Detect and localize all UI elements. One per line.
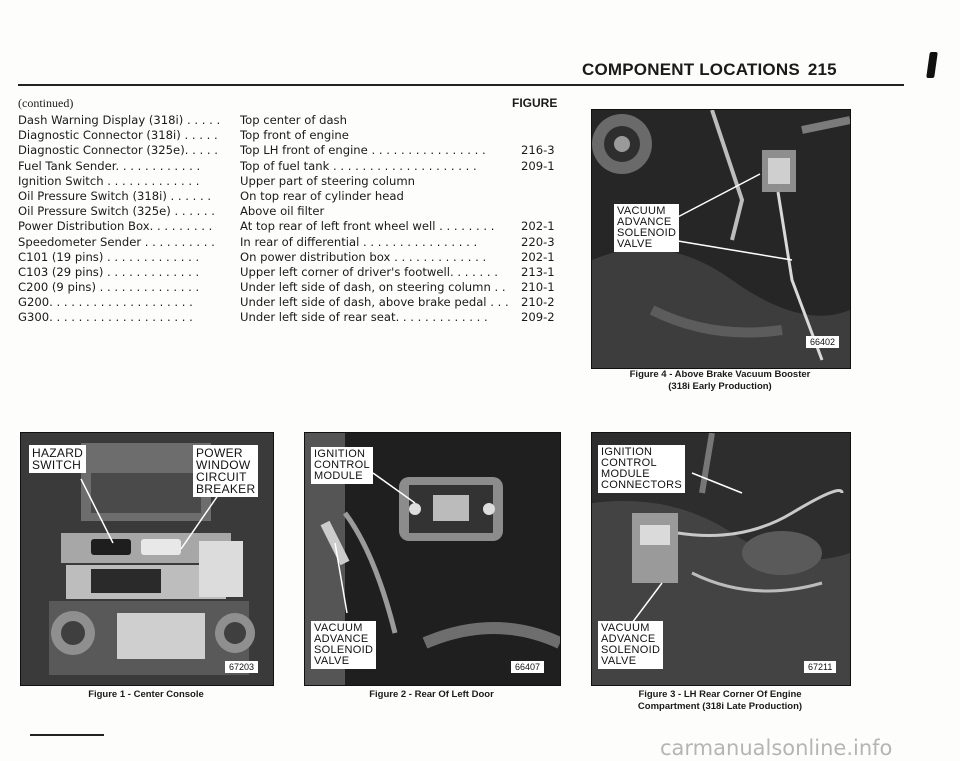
callout-line: CONNECTORS bbox=[601, 479, 683, 491]
component-name: C103 (29 pins) . . . . . . . . . . . . . bbox=[18, 264, 200, 279]
figure-1-caption: Figure 1 - Center Console bbox=[88, 689, 204, 700]
component-name: Dash Warning Display (318i) . . . . . bbox=[18, 113, 221, 127]
component-location: Under left side of dash, above brake pedal . . . bbox=[240, 295, 509, 310]
component-name: Fuel Tank Sender. . . . . . . . . . . . bbox=[18, 158, 201, 173]
callout-line: MODULE bbox=[314, 470, 363, 482]
page-number: 215 bbox=[807, 60, 837, 79]
component-location: Upper left corner of driver's footwell. . . . . . . bbox=[240, 264, 498, 279]
continued-label: (continued) bbox=[18, 96, 74, 110]
figure-4-photo bbox=[591, 109, 851, 369]
figure-ref: 220-3 bbox=[521, 234, 555, 249]
callout-line: SOLENOID bbox=[617, 227, 677, 239]
figure-1-callout-left bbox=[29, 445, 86, 473]
component-name: Oil Pressure Switch (318i) . . . . . . bbox=[18, 188, 212, 203]
component-location: Above oil filter bbox=[240, 204, 325, 219]
callout-line: VALVE bbox=[314, 655, 350, 667]
callout-line: VALVE bbox=[617, 238, 653, 250]
component-location: At top rear of left front wheel well . . . . . . . . bbox=[240, 219, 495, 234]
header-title: COMPONENT LOCATIONS bbox=[582, 60, 800, 79]
figure-ref: 213-1 bbox=[521, 264, 555, 279]
figure-2-photo bbox=[304, 432, 561, 686]
figure-ref: 210-2 bbox=[521, 295, 555, 310]
component-location: Top center of dash bbox=[240, 113, 347, 127]
figure-2-photo-number: 66407 bbox=[511, 661, 544, 673]
figure-4-caption bbox=[591, 369, 849, 393]
figure-column-header: FIGURE bbox=[512, 96, 558, 110]
footer-rule bbox=[30, 734, 104, 736]
callout-line: WINDOW bbox=[196, 458, 251, 472]
figure-ref: 202-1 bbox=[521, 249, 555, 264]
caption-line: Figure 4 - Above Brake Vacuum Booster bbox=[629, 369, 811, 380]
caption-line: (318i Early Production) bbox=[668, 381, 772, 392]
figure-ref: 209-2 bbox=[521, 310, 555, 325]
component-location: On power distribution box . . . . . . . . . . . . . bbox=[240, 249, 487, 264]
callout-line: SWITCH bbox=[32, 458, 82, 472]
figure-3-callout-top bbox=[598, 445, 685, 493]
component-name: G300. . . . . . . . . . . . . . . . . . . . bbox=[18, 310, 193, 325]
figure-ref: 202-1 bbox=[521, 219, 555, 234]
component-location: Under left side of dash, on steering column . . bbox=[240, 280, 506, 295]
callout-line: VACUUM bbox=[617, 205, 666, 217]
component-name: Diagnostic Connector (325e). . . . . bbox=[18, 143, 218, 158]
figure-4-photo-number: 66402 bbox=[806, 336, 839, 348]
figure-2-callout-bottom bbox=[311, 621, 376, 669]
figure-1-photo-number: 67203 bbox=[225, 661, 258, 673]
callout-line: HAZARD bbox=[32, 446, 84, 460]
callout-line: ADVANCE bbox=[314, 633, 369, 645]
callout-line: ADVANCE bbox=[617, 216, 672, 228]
component-name: Power Distribution Box. . . . . . . . . bbox=[18, 219, 213, 234]
callout-line: CONTROL bbox=[601, 457, 657, 469]
watermark: carmanualsonline.info bbox=[660, 736, 893, 760]
callout-line: VACUUM bbox=[601, 622, 650, 634]
figure-1-photo bbox=[20, 432, 274, 686]
component-name: C101 (19 pins) . . . . . . . . . . . . . bbox=[18, 249, 200, 264]
callout-line: VACUUM bbox=[314, 622, 363, 634]
callout-line: ADVANCE bbox=[601, 633, 656, 645]
figure-4-callout bbox=[614, 204, 679, 252]
component-location: Top of fuel tank . . . . . . . . . . . . . . . . . . . . bbox=[240, 158, 477, 173]
figure-2-caption: Figure 2 - Rear Of Left Door bbox=[369, 689, 494, 700]
callout-line: BREAKER bbox=[196, 482, 256, 496]
component-location: Upper part of steering column bbox=[240, 173, 416, 188]
callout-line: IGNITION bbox=[601, 446, 653, 458]
component-location: Under left side of rear seat. . . . . . . . . . . . . bbox=[240, 310, 488, 325]
component-location: In rear of differential . . . . . . . . . . . . . . . . bbox=[240, 234, 478, 249]
caption-line: Compartment (318i Late Production) bbox=[637, 701, 803, 712]
figure-3-callout-bottom bbox=[598, 621, 663, 669]
figure-3-caption bbox=[591, 689, 849, 713]
component-name: Speedometer Sender . . . . . . . . . . bbox=[18, 234, 215, 249]
component-name: Diagnostic Connector (318i) . . . . . bbox=[18, 128, 218, 143]
callout-line: VALVE bbox=[601, 655, 637, 667]
section-tab-marker bbox=[926, 52, 938, 78]
component-location: Top LH front of engine . . . . . . . . . . . . . . . . bbox=[240, 143, 486, 158]
callout-line: SOLENOID bbox=[601, 644, 661, 656]
callout-line: IGNITION bbox=[314, 448, 366, 460]
component-name: C200 (9 pins) . . . . . . . . . . . . . . bbox=[18, 280, 200, 295]
callout-line: MODULE bbox=[601, 468, 650, 480]
page-header bbox=[582, 60, 837, 80]
figure-2-callout-top bbox=[311, 447, 373, 484]
callout-line: POWER bbox=[196, 446, 243, 460]
figure-ref: 210-1 bbox=[521, 280, 555, 295]
figure-ref: 216-3 bbox=[521, 143, 555, 158]
component-name: Ignition Switch . . . . . . . . . . . . . bbox=[18, 173, 200, 188]
callout-line: CIRCUIT bbox=[196, 470, 247, 484]
component-location: Top front of engine bbox=[240, 128, 349, 143]
component-location: On top rear of cylinder head bbox=[240, 188, 404, 203]
component-name: Oil Pressure Switch (325e) . . . . . . bbox=[18, 204, 215, 219]
caption-line: Figure 3 - LH Rear Corner Of Engine bbox=[638, 689, 802, 700]
component-name: G200. . . . . . . . . . . . . . . . . . . . bbox=[18, 295, 193, 310]
figure-1-callout-right bbox=[193, 445, 258, 497]
figure-ref: 209-1 bbox=[521, 158, 555, 173]
callout-line: SOLENOID bbox=[314, 644, 374, 656]
header-rule bbox=[18, 84, 904, 86]
figure-3-photo bbox=[591, 432, 851, 686]
callout-line: CONTROL bbox=[314, 459, 370, 471]
figure-3-photo-number: 67211 bbox=[804, 661, 836, 673]
